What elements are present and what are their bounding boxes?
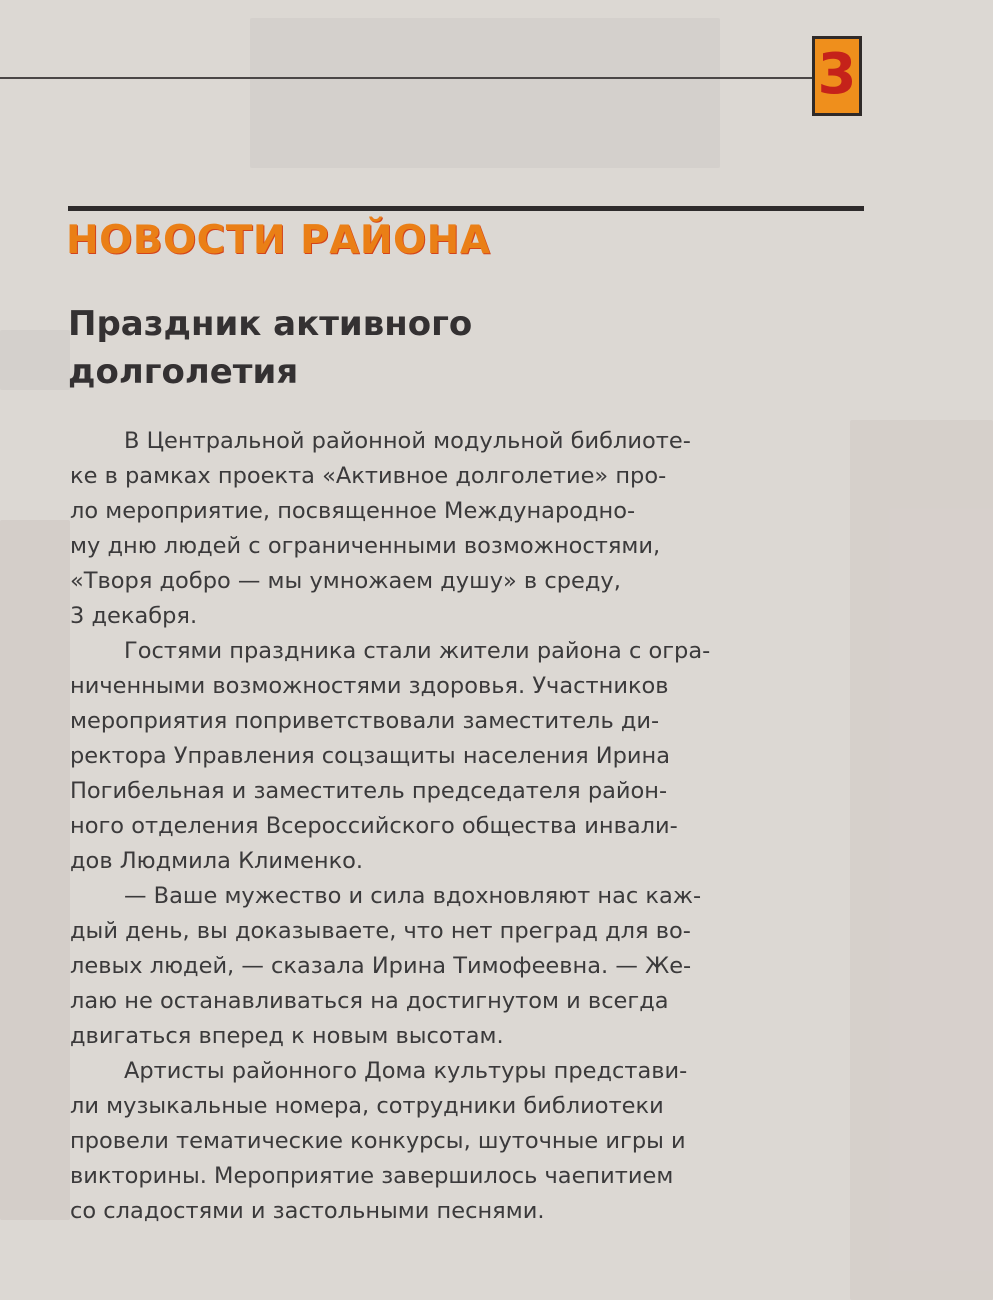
article-headline: [68, 300, 768, 396]
bleed-through-area: [250, 18, 720, 168]
headline-line: Праздник активного: [68, 304, 473, 344]
text-line: му дню людей с ограниченными возможностями,: [70, 533, 661, 559]
text-line: со сладостями и застольными песнями.: [70, 1198, 545, 1224]
article-paragraph: [70, 1054, 860, 1229]
text-line: ке в рамках проекта «Активное долголетие» про-: [70, 463, 667, 489]
section-divider: [68, 206, 864, 211]
text-line: лаю не останавливаться на достигнутом и всегда: [70, 988, 669, 1014]
text-line: мероприятия поприветствовали заместитель ди-: [70, 708, 660, 734]
text-line: двигаться вперед к новым высотам.: [70, 1023, 504, 1049]
text-line: 3 декабря.: [70, 603, 198, 629]
text-line: В Центральной районной модульной библиоте-: [124, 428, 691, 454]
text-line: ниченными возможностями здоровья. Участников: [70, 673, 669, 699]
article-paragraph: [70, 634, 860, 879]
text-line: ли музыкальные номера, сотрудники библиотеки: [70, 1093, 664, 1119]
text-line: ло мероприятие, посвященное Международно-: [70, 498, 636, 524]
bleed-through-area: [850, 420, 993, 1300]
bleed-through-area: [0, 520, 70, 1220]
text-line: Погибельная и заместитель председателя район-: [70, 778, 668, 804]
article-paragraph: [70, 424, 860, 634]
text-line: — Ваше мужество и сила вдохновляют нас каж-: [124, 883, 702, 909]
text-line: ректора Управления соцзащиты населения Ирина: [70, 743, 671, 769]
header-rule: [0, 77, 812, 79]
section-title: НОВОСТИ РАЙОНА: [66, 218, 491, 263]
text-line: Артисты районного Дома культуры представи-: [124, 1058, 688, 1084]
text-line: провели тематические конкурсы, шуточные игры и: [70, 1128, 686, 1154]
text-line: дый день, вы доказываете, что нет преград для во-: [70, 918, 691, 944]
page-number-badge: 3: [812, 36, 862, 116]
text-line: левых людей, — сказала Ирина Тимофеевна. — Же-: [70, 953, 692, 979]
article-body: [70, 424, 860, 1229]
headline-line: долголетия: [68, 352, 299, 392]
article-paragraph: [70, 879, 860, 1054]
text-line: дов Людмила Клименко.: [70, 848, 364, 874]
text-line: «Творя добро — мы умножаем душу» в среду,: [70, 568, 621, 594]
bleed-through-area: [0, 330, 70, 390]
text-line: викторины. Мероприятие завершилось чаепитием: [70, 1163, 674, 1189]
text-line: ного отделения Всероссийского общества инвали-: [70, 813, 678, 839]
text-line: Гостями праздника стали жители района с огра-: [124, 638, 711, 664]
